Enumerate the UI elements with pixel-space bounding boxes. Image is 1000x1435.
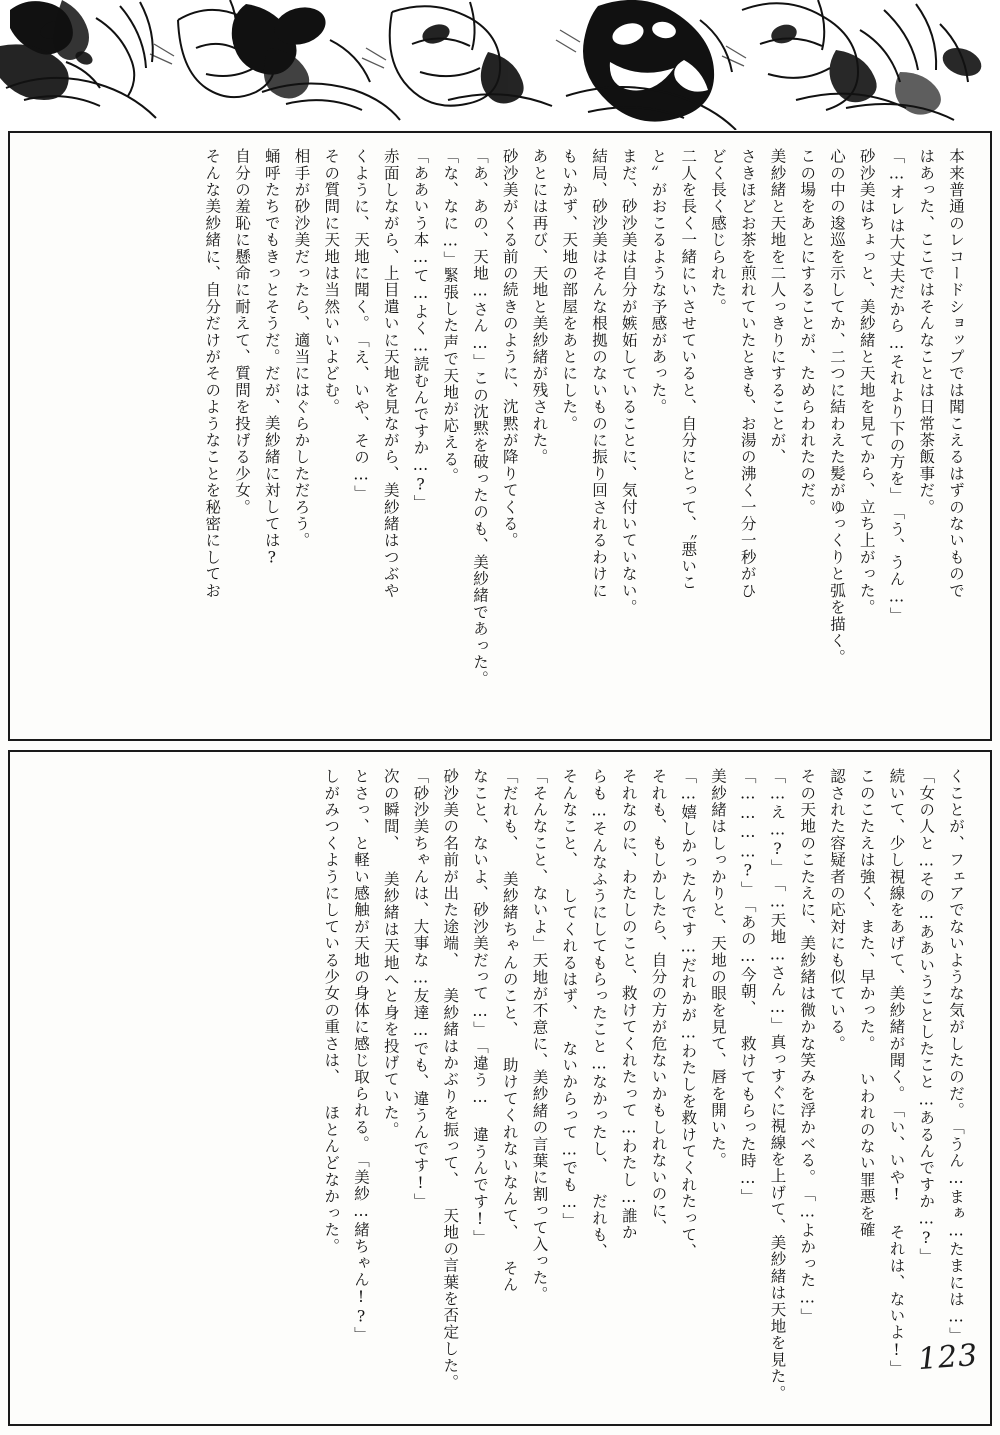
text-column: 認された容疑者の応対にも似ている。: [828, 768, 846, 1052]
text-column: 砂沙美はちょっと、美紗緒と天地を見てから、立ち上がった。: [857, 148, 876, 616]
text-column: それも、もしかしたら、自分の方が危ないかもしれないのに、: [649, 768, 668, 1236]
text-column: 言葉を否定した。: [441, 1257, 460, 1391]
text-column: その質問に天地は当然いいよどむ。: [322, 148, 341, 416]
text-column: 「え、いや、その…」: [352, 331, 370, 502]
text-column: 「う、うん…」: [887, 503, 906, 624]
text-column: 結局、砂沙美はそんな根拠のないものに振り回されるわけに: [590, 148, 608, 599]
text-column: とさっ、と軽い感触が天地の身体に感じ取られる。: [352, 768, 370, 1153]
manga-illustration-band: [0, 0, 1000, 130]
upper-text-panel: [40, 148, 970, 726]
text-column: 「ああいう本…て…よく…読むんですか…?」: [411, 148, 430, 512]
text-column: と〟がおこるような予感があった。: [649, 148, 668, 416]
text-column: 赤面しながら、上目遣いに天地を見ながら、美紗緒はつぶや: [381, 148, 400, 599]
text-column: 「…天地…さん…」: [768, 875, 787, 1034]
text-column: 「美紗…緒ちゃん!?」: [352, 1152, 370, 1344]
text-column: 「あの…今朝、 救けてもらった時…」: [738, 897, 757, 1206]
text-column: 自分の羞恥に懸命に耐えて、質問を投げる少女。: [233, 148, 251, 516]
text-column: もいかず、天地の部屋をあとにした。: [560, 148, 579, 432]
text-column: 美紗緒と天地を二人っきりにすることが、: [768, 148, 787, 466]
lower-text-panel: [40, 768, 970, 1408]
text-column: この沈黙を破ったのも、美紗緒であった。: [471, 370, 489, 688]
text-column: そんな美紗緒に、自分だけがそのようなことを秘密にしてお: [203, 148, 222, 599]
text-column: 「違う… 違うんです!」: [471, 1037, 489, 1246]
text-column: どく長く感じられた。: [709, 148, 727, 315]
text-column: 美紗緒はしっかりと、天地の眼を見て、唇を開いた。: [709, 768, 727, 1169]
text-column: 「だれも、 美紗緒ちゃんのこと、 助けてくれないなんて、 そん: [500, 768, 519, 1294]
text-column: はあった、ここではそんなことは日常茶飯事だ。: [917, 148, 936, 516]
text-column: しがみつくようにしている少女の重さは、 ほとんどなかった。: [322, 768, 341, 1255]
text-column: 続いて、少し視線をあげて、美紗緒が聞く。: [887, 768, 906, 1102]
text-column: 本来普通のレコードショップでは聞こえるはずのないもので: [947, 148, 965, 599]
text-column: なこと、ないよ、砂沙美だって…」: [471, 768, 489, 1038]
text-column: 「そんなこと、ないよ」: [530, 768, 549, 952]
text-column: 真っすぐに視線を上げて、美紗緒は天地を見た。: [768, 1033, 787, 1401]
text-column: そんなこと、 してくれるはず、 ないからって…でも…」: [560, 768, 579, 1229]
text-column: それなのに、わたしのこと、救けてくれたって…わたし…誰か: [619, 768, 638, 1241]
text-column: 「…嬉しかったんです…だれかが…わたしを救けてくれたって、: [679, 768, 698, 1260]
text-column: 「な、なに…」: [441, 148, 460, 268]
page-number: 123: [916, 1337, 980, 1378]
text-column: あとには再び、天地と美紗緒が残された。: [530, 148, 549, 466]
text-column: 砂沙美がくる前の続きのように、沈黙が降りてくる。: [500, 148, 519, 549]
text-column: だが、美紗緒に対しては?: [262, 365, 281, 569]
text-column: くように、天地に聞く。: [352, 148, 370, 332]
text-column: この場をあとにすることが、ためらわれたのだ。: [798, 148, 817, 516]
text-column: を描く。: [828, 598, 846, 666]
text-column: 「砂沙美ちゃんは、大事な…友達…でも、違うんです!」: [411, 768, 430, 1210]
text-column: 「うん…まぁ…たまには…」: [947, 1118, 965, 1344]
text-column: 天地が不意に、美紗緒の言葉に割って入った。: [530, 951, 549, 1303]
text-column: 次の瞬間、 美紗緒は天地へと身を投げていた。: [381, 768, 400, 1138]
text-column: 相手が砂沙美だったら、適当にはぐらかしただろう。: [292, 148, 311, 549]
text-column: 「…え…?」: [768, 768, 787, 876]
text-column: このこたえは強く、また、早かった。 いわれのない罪悪を確: [857, 768, 876, 1239]
text-column: さきほどお茶を煎れていたときも、お湯の沸く一分一秒がひ: [738, 148, 757, 599]
text-column: 二人を長く一緒にいさせていると、自分にとって、〝悪いこ: [679, 148, 698, 592]
text-column: 砂沙美の名前が出た途端、 美紗緒はかぶりを振って、 天地の: [441, 768, 460, 1258]
text-column: 緊張した声で天地が応える。: [441, 267, 460, 485]
text-column: 「あ、あの、天地…さん…」: [471, 148, 489, 371]
text-column: まだ、砂沙美は自分が嫉妬していることに、気付いていない。: [619, 148, 638, 616]
text-column: 「…よかった…」: [798, 1185, 817, 1325]
text-column: 「…オレは大丈夫だから…それより下の方を」: [887, 148, 906, 504]
text-column: その天地のこたえに、美紗緒は微かな笑みを浮かべる。: [798, 768, 817, 1186]
text-column: 「女の人と…その…ああいうことしたこと…あるんですか…?」: [917, 768, 936, 1265]
text-column: 「…………?」: [738, 768, 757, 898]
text-column: 「い、いや! それは、ないよ!」: [887, 1102, 906, 1377]
text-column: らも…そんなふうにしてもらったこと…なかったし、 だれも、: [590, 768, 608, 1260]
text-column: 蛹呼たちでもきっとそうだ。: [262, 148, 281, 366]
text-column: くことが、フェアでないような気がしたのだ。: [947, 768, 965, 1119]
text-column: 心の中の逡巡を示してか、二つに結わえた髪がゆっくりと弧: [828, 148, 846, 599]
